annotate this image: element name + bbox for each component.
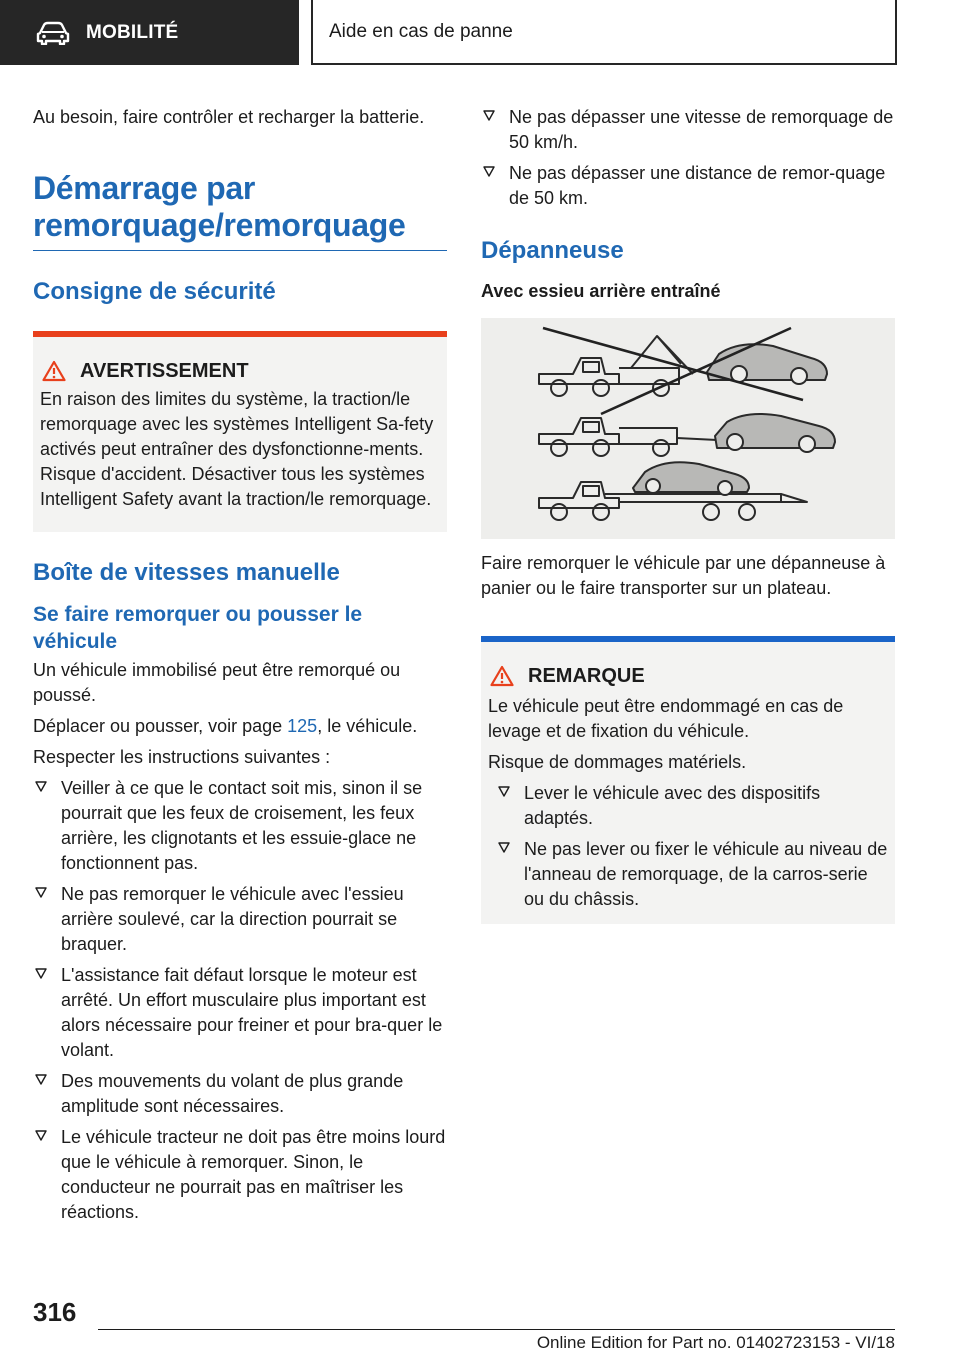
list-item: [481, 105, 895, 155]
warning-title: [40, 357, 440, 385]
bullet-triangle-icon: [34, 966, 48, 980]
list-item: [33, 963, 447, 1063]
list-item-text: Des mouvements du volant de plus grande amplitude sont nécessaires.: [61, 1071, 404, 1116]
list-item: [33, 1125, 447, 1225]
list-item-text: Ne pas dépasser une vitesse de remorquage de 50 km/h.: [509, 107, 894, 152]
chapter-title-line2: remorquage/remorquage: [33, 207, 406, 243]
figure-caption: Faire remorquer le véhicule par une dépanneuse à panier ou le faire transporter sur un plateau.: [481, 553, 886, 598]
list-item-text: Ne pas dépasser une distance de remor-quage de 50 km.: [509, 163, 886, 208]
chapter-title-line1: Démarrage par: [33, 170, 255, 206]
bullet-triangle-icon: [34, 1128, 48, 1142]
tow-truck-heading: Dépanneuse: [481, 237, 624, 264]
list-item: [33, 1069, 447, 1119]
wrecker-truck-row1: [539, 336, 693, 396]
car-icon: [36, 21, 70, 45]
warning-title-text: AVERTISSEMENT: [80, 359, 249, 382]
immobilised-text: Un véhicule immobilisé peut être remorqué ou poussé.: [33, 660, 401, 705]
gearbox-heading: Boîte de vitesses manuelle: [33, 559, 340, 586]
list-item-text: Le véhicule tracteur ne doit pas être moins lourd que le véhicule à remorquer. Sinon, le conducteur ne pourrait pas en maîtriser les réactions.: [61, 1127, 446, 1222]
tow-push-heading: Se faire remorquer ou pousser le véhicule: [33, 603, 363, 653]
note-text-1: Le véhicule peut être endommagé en cas de levage et de fixation du véhicule.: [488, 696, 844, 741]
list-item-text: L'assistance fait défaut lorsque le moteur est arrêté. Un effort musculaire plus important est alors nécessaire pour freiner et pour bra-quer le volant.: [61, 965, 443, 1060]
page-link-125[interactable]: 125: [287, 716, 318, 736]
header-section-label: MOBILITÉ: [86, 21, 179, 43]
note-text-2: Risque de dommages matériels.: [488, 752, 747, 772]
bullet-triangle-icon: [34, 1072, 48, 1086]
list-item: [481, 161, 895, 211]
right-column: [481, 105, 895, 924]
tow-truck-drawing: [481, 318, 895, 539]
chapter-title: [33, 170, 447, 244]
page-number: 316: [33, 1297, 77, 1327]
instructions-intro: Respecter les instructions suivantes :: [33, 747, 331, 767]
bullet-triangle-icon: [497, 840, 511, 854]
warning-triangle-icon: [490, 665, 514, 687]
list-item: [496, 781, 888, 831]
bullet-triangle-icon: [482, 108, 496, 122]
warning-triangle-icon: [42, 360, 66, 382]
move-push-text: [33, 714, 447, 739]
footer-edition: Online Edition for Part no. 01402723153 - VI/18: [536, 1333, 895, 1352]
left-column: [33, 105, 447, 1225]
warning-box: [33, 331, 447, 532]
rear-axle-heading: Avec essieu arrière entraîné: [481, 281, 721, 301]
list-item: [33, 882, 447, 957]
intro-text: Au besoin, faire contrôler et recharger la batterie.: [33, 107, 425, 127]
warning-text: En raison des limites du système, la traction/le remorquage avec les systèmes Intelligent Sa-fety activés peut entraîner des dysfonctionne-ments. Risque d'accident. Désactiver tous les systèmes Intelligent Safety avant la traction/le remorquage.: [40, 389, 434, 509]
header-title: Aide en cas de panne: [329, 20, 513, 42]
bullet-triangle-icon: [34, 885, 48, 899]
header-section-tab: [0, 0, 299, 65]
wrecker-truck-row2: [539, 418, 717, 456]
note-box: [481, 636, 895, 924]
move-push-text-before: Déplacer ou pousser, voir page: [33, 716, 288, 736]
bullet-triangle-icon: [482, 164, 496, 178]
bullet-triangle-icon: [34, 779, 48, 793]
bullet-triangle-icon: [497, 784, 511, 798]
tow-truck-illustration: [481, 318, 895, 539]
list-item-text: Veiller à ce que le contact soit mis, sinon il se pourrait que les feux de croisement, les feux arrière, les clignotants et les essuie-glace ne fonctionnent pas.: [61, 778, 423, 873]
footer-rule: [98, 1329, 895, 1330]
move-push-text-after: , le véhicule.: [317, 716, 418, 736]
header-title-box: [311, 0, 897, 65]
list-item: [496, 837, 888, 912]
towed-car-row2: [715, 414, 835, 452]
note-title: [488, 662, 888, 690]
list-item: [33, 776, 447, 876]
carried-car-row3: [633, 462, 749, 495]
list-item-text: Ne pas remorquer le véhicule avec l'essieu arrière soulevé, car la direction pourrait se braquer.: [61, 884, 404, 954]
list-item-text: Lever le véhicule avec des dispositifs adaptés.: [524, 783, 821, 828]
list-item-text: Ne pas lever ou fixer le véhicule au niveau de l'anneau de remorquage, de la carros-serie ou du châssis.: [524, 839, 888, 909]
safety-heading: Consigne de sécurité: [33, 278, 276, 305]
note-title-text: REMARQUE: [528, 664, 645, 687]
